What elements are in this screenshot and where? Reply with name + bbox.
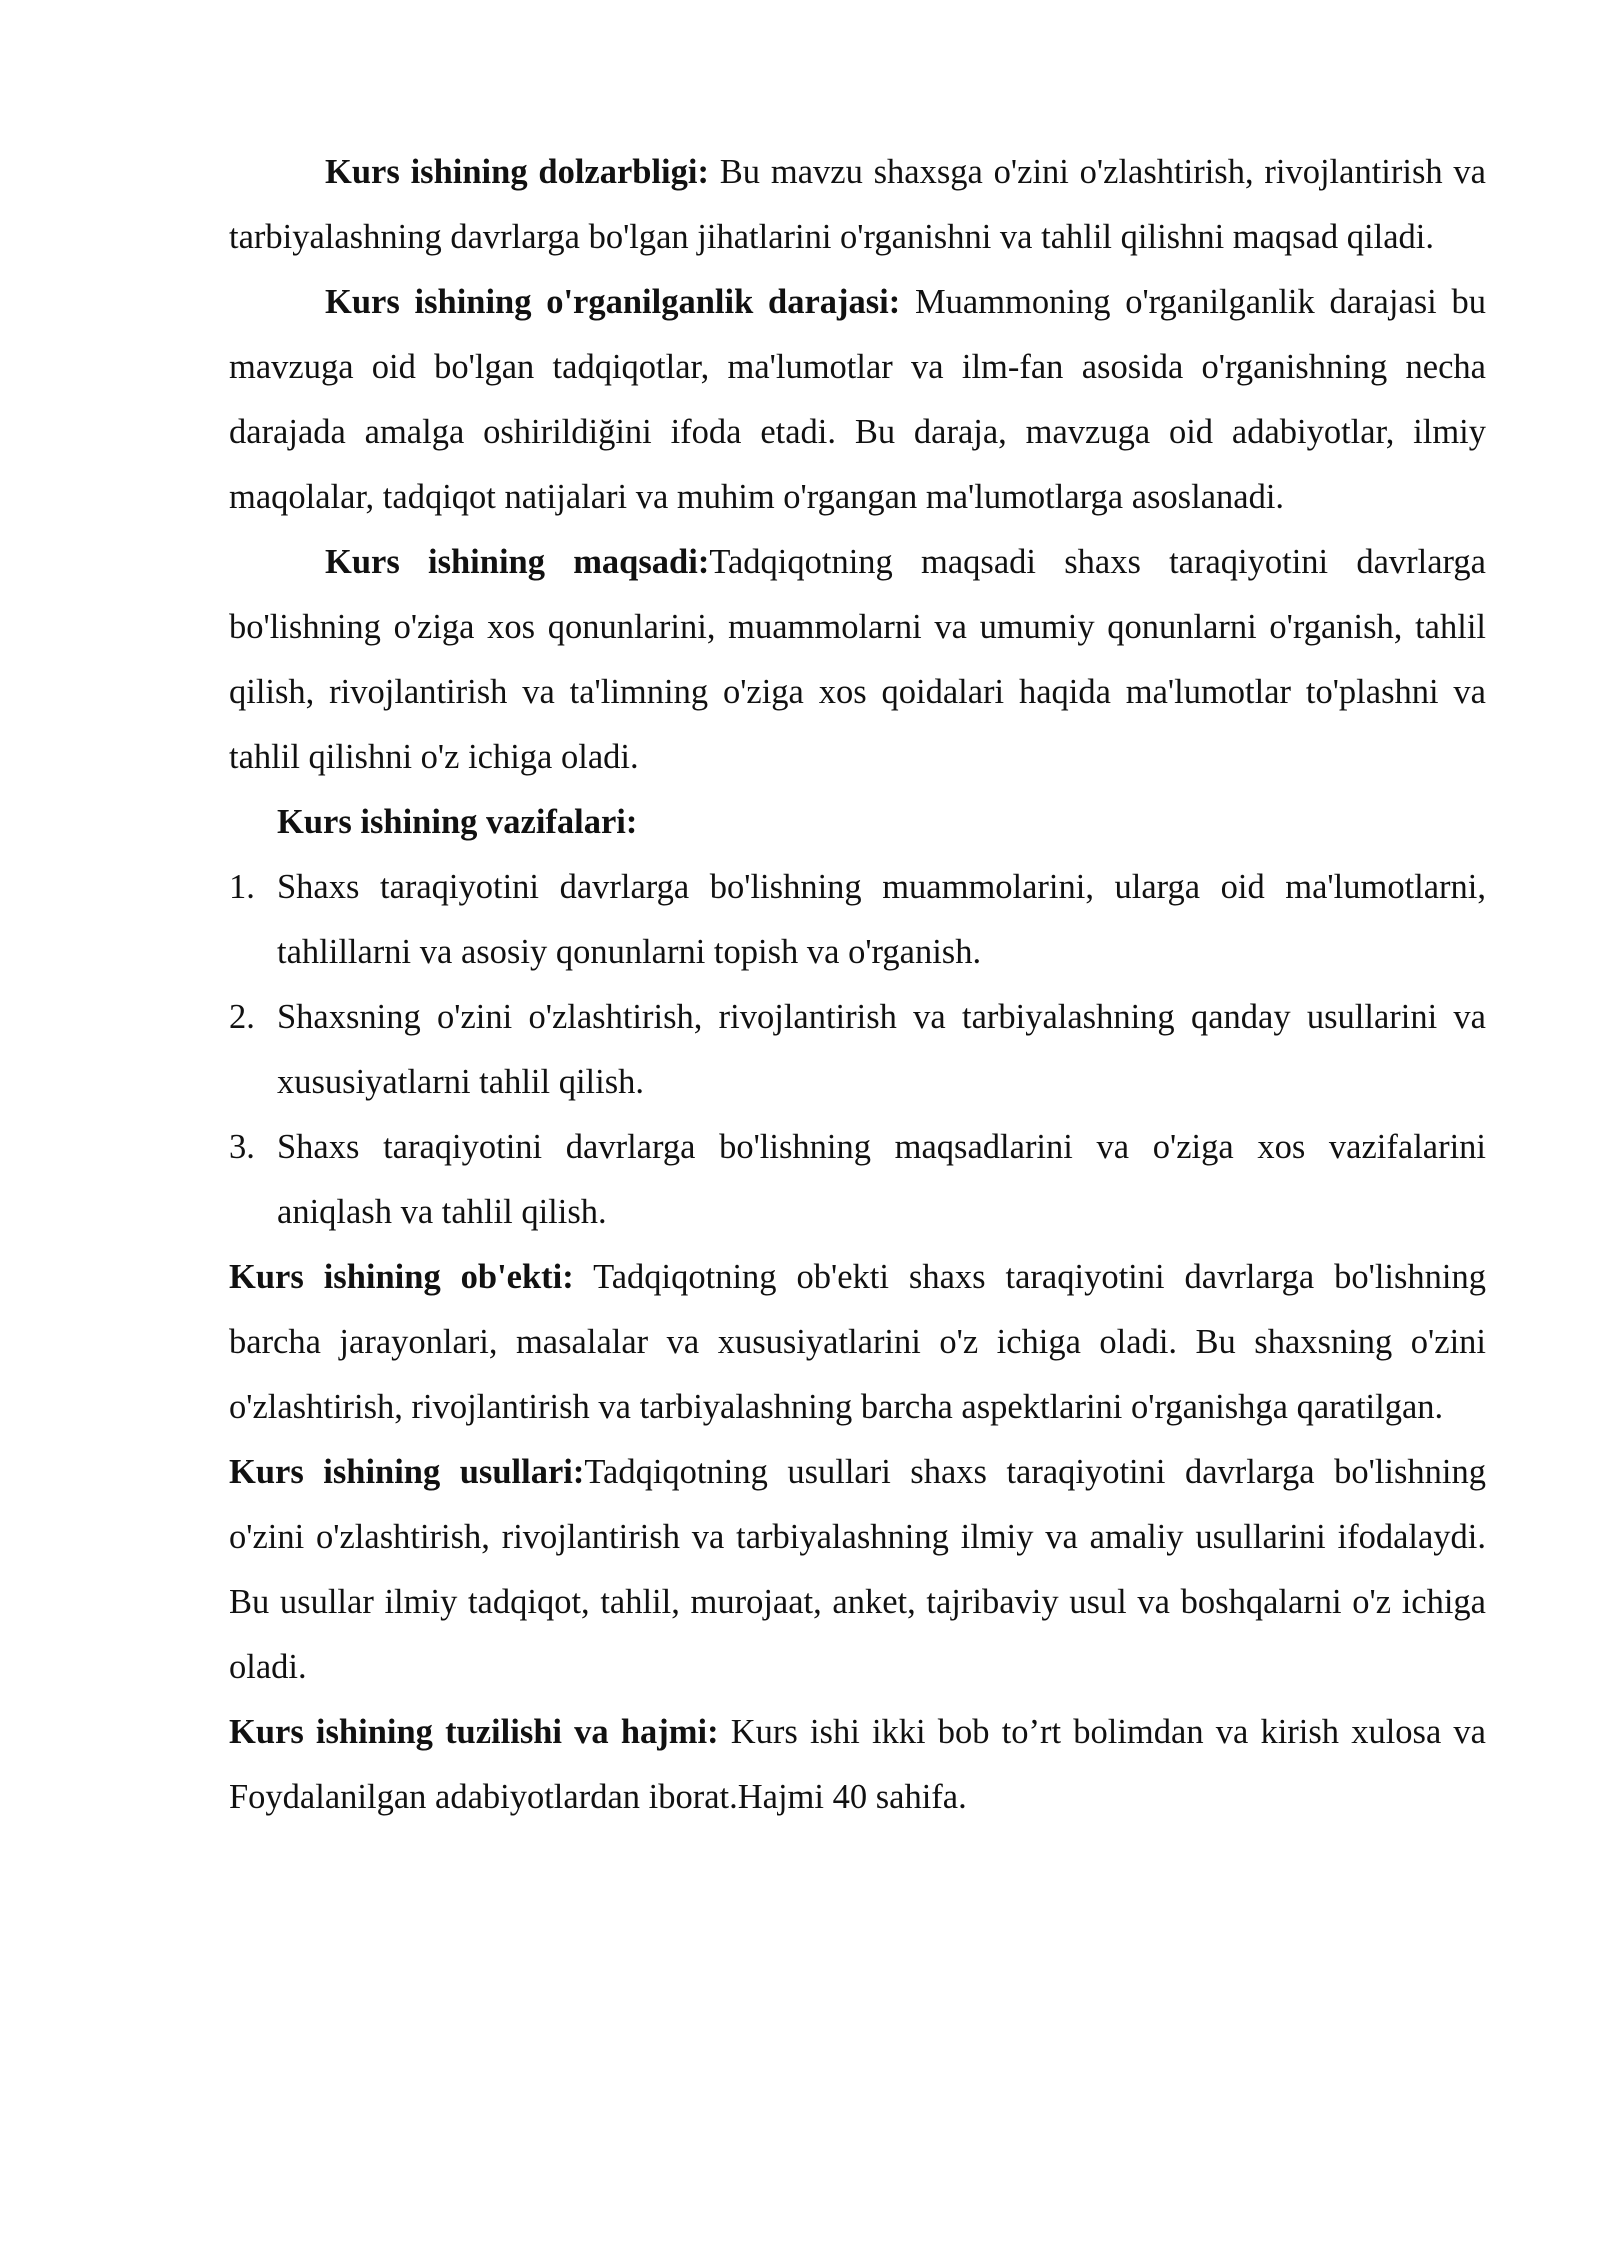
list-item-text: Shaxs taraqiyotini davrlarga bo'lishning maqsadlarini va o'ziga xos vazifalarini aniqlash va tahlil qilish. <box>277 1128 1486 1231</box>
text-organilganlik: Muammoning o'rganilganlik darajasi bu mavzuga oid bo'lgan tadqiqotlar, ma'lumotlar va ilm-fan asosida o'rganishning necha darajada amalga oshirildiğini ifoda etadi. Bu daraja, mavzuga oid adabiyotlar, ilmiy maqolalar, tadqiqot natijalari va muhim o'rgangan ma'lumotlarga asoslanadi. <box>229 283 1486 516</box>
list-item-number: 1. <box>229 868 255 906</box>
vazifalari-list <box>229 855 1486 1245</box>
list-item-number: 3. <box>229 1128 255 1166</box>
list-item <box>229 855 1486 985</box>
heading-obekti: Kurs ishining ob'ekti: <box>229 1258 574 1296</box>
list-item <box>229 1115 1486 1245</box>
paragraph-organilganlik <box>229 270 1486 530</box>
text-usullari: Tadqiqotning usullari shaxs taraqiyotini davrlarga bo'lishning o'zini o'zlashtirish, rivojlantirish va tarbiyalashning ilmiy va amaliy usullarini ifodalaydi. Bu usullar ilmiy tadqiqot, tahlil, murojaat, anket, tajribaviy usul va boshqalarni o'z ichiga oladi. <box>229 1453 1486 1686</box>
heading-vazifalari: Kurs ishining vazifalari: <box>277 803 638 841</box>
list-item <box>229 985 1486 1115</box>
heading-usullari: Kurs ishining usullari: <box>229 1453 585 1491</box>
text-dolzarbligi: Bu mavzu shaxsga o'zini o'zlashtirish, rivojlantirish va tarbiyalashning davrlarga bo'lgan jihatlarini o'rganishni va tahlil qilishni maqsad qiladi. <box>229 153 1486 256</box>
list-item-number: 2. <box>229 998 255 1036</box>
text-tuzilishi: Kurs ishi ikki bob to’rt bolimdan va kirish xulosa va Foydalanilgan adabiyotlardan iborat.Hajmi 40 sahifa. <box>229 1713 1486 1816</box>
list-item-text: Shaxsning o'zini o'zlashtirish, rivojlantirish va tarbiyalashning qanday usullarini va xususiyatlarni tahlil qilish. <box>277 998 1486 1101</box>
heading-maqsadi: Kurs ishining maqsadi: <box>325 543 710 581</box>
text-obekti: Tadqiqotning ob'ekti shaxs taraqiyotini davrlarga bo'lishning barcha jarayonlari, masalalar va xususiyatlarini o'z ichiga oladi. Bu shaxsning o'zini o'zlashtirish, rivojlantirish va tarbiyalashning barcha aspektlarini o'rganishga qaratilgan. <box>229 1258 1486 1426</box>
paragraph-vazifalari <box>229 790 1486 855</box>
paragraph-maqsadi <box>229 530 1486 790</box>
paragraph-obekti <box>229 1245 1486 1440</box>
paragraph-usullari <box>229 1440 1486 1700</box>
heading-tuzilishi: Kurs ishining tuzilishi va hajmi: <box>229 1713 719 1751</box>
heading-dolzarbligi: Kurs ishining dolzarbligi: <box>325 153 709 191</box>
document-page <box>229 140 1486 1830</box>
paragraph-dolzarbligi <box>229 140 1486 270</box>
list-item-text: Shaxs taraqiyotini davrlarga bo'lishning muammolarini, ularga oid ma'lumotlarni, tahlillarni va asosiy qonunlarni topish va o'rganish. <box>277 868 1486 971</box>
paragraph-tuzilishi <box>229 1700 1486 1830</box>
text-maqsadi: Tadqiqotning maqsadi shaxs taraqiyotini davrlarga bo'lishning o'ziga xos qonunlarini, muammolarni va umumiy qonunlarni o'rganish, tahlil qilish, rivojlantirish va ta'limning o'ziga xos qoidalari haqida ma'lumotlar to'plashni va tahlil qilishni o'z ichiga oladi. <box>229 543 1486 776</box>
heading-organilganlik: Kurs ishining o'rganilganlik darajasi: <box>325 283 901 321</box>
